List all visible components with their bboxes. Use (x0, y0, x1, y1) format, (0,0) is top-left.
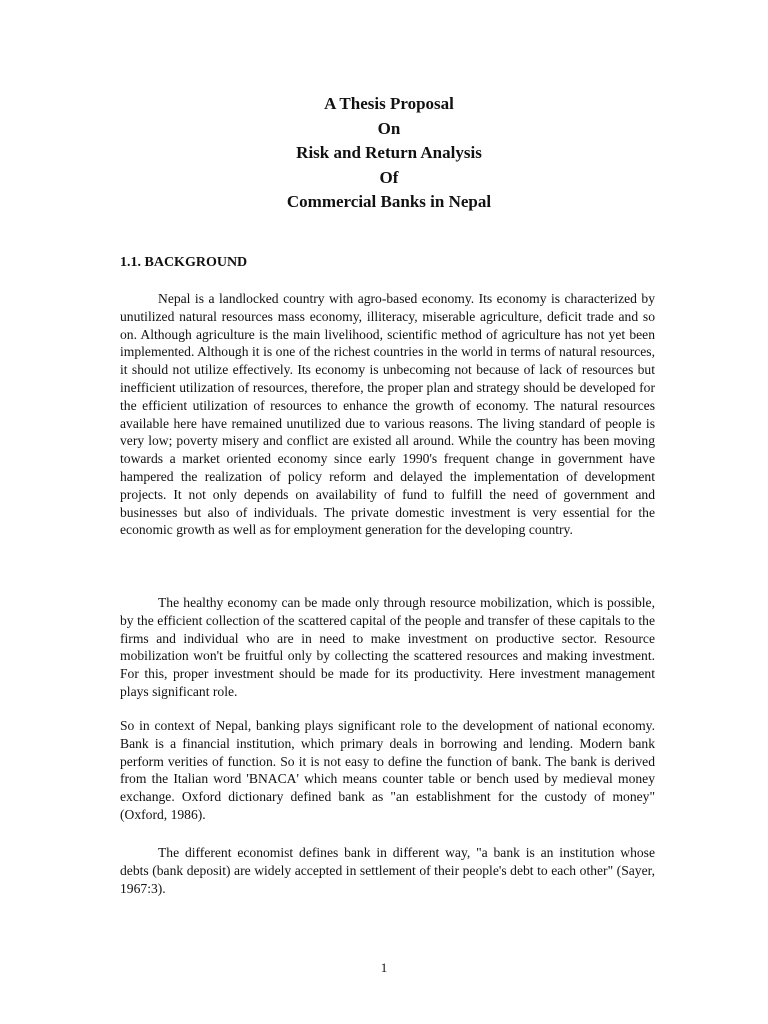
title-line: Commercial Banks in Nepal (286, 192, 492, 211)
title-line: On (377, 118, 401, 138)
title-line: Risk and Return Analysis (296, 143, 482, 162)
paragraph: The different economist defines bank in different way, "a bank is an institution whose debts (bank deposit) are widely accepted in settlement of their people's debt to each other" (Sayer, 1967:3). (120, 845, 655, 896)
page-number: 1 (380, 960, 388, 975)
title-line: A Thesis Proposal (324, 94, 454, 113)
paragraph: The healthy economy can be made only through resource mobilization, which is possible, by the efficient collection of the scattered capital of the people and transfer of these capitals to the firms and individual who are in need to make investment on productive sector. Resource mobilization won't be fruitful only by collecting the scattered resources and making investment. For this, proper investment should be made for its productivity. Here investment management plays significant role. (120, 595, 655, 699)
document-title (0, 92, 768, 215)
section-heading: 1.1. BACKGROUND (120, 255, 248, 270)
paragraph: So in context of Nepal, banking plays significant role to the development of national economy. Bank is a financial institution, which primary deals in borrowing and lending. Modern bank perform verities of function. So it is not easy to define the function of bank. The bank is derived from the Italian word 'BNACA' which means counter table or bench used by medieval money exchange. Oxford dictionary defined bank as "an establishment for the custody of money" (Oxford, 1986). (120, 718, 655, 822)
paragraph: Nepal is a landlocked country with agro-based economy. Its economy is characterized by unutilized natural resources mass economy, illiteracy, miserable agriculture, deficit trade and so on. Although agriculture is the main livelihood, scientific method of agriculture has not yet been implemented. Although it is one of the richest countries in the world in terms of natural resources, it should not utilize effectively. Its economy is unbecoming not because of lack of resources but inefficient utilization of resources, therefore, the proper plan and strategy should be developed for the efficient utilization of resources to enhance the growth of economy. The natural resources available here have remained unutilized due to various reasons. The living standard of people is very low; poverty misery and conflict are existed all around. While the country has been moving towards a market oriented economy since early 1990's frequent change in government have hampered the realization of policy reform and delayed the implementation of development projects. It not only depends on availability of fund to fulfill the need of government and businesses but also of individuals. The private domestic investment is very essential for the economic growth as well as for employment generation for the developing country. (120, 291, 655, 538)
title-line: Of (379, 167, 399, 187)
